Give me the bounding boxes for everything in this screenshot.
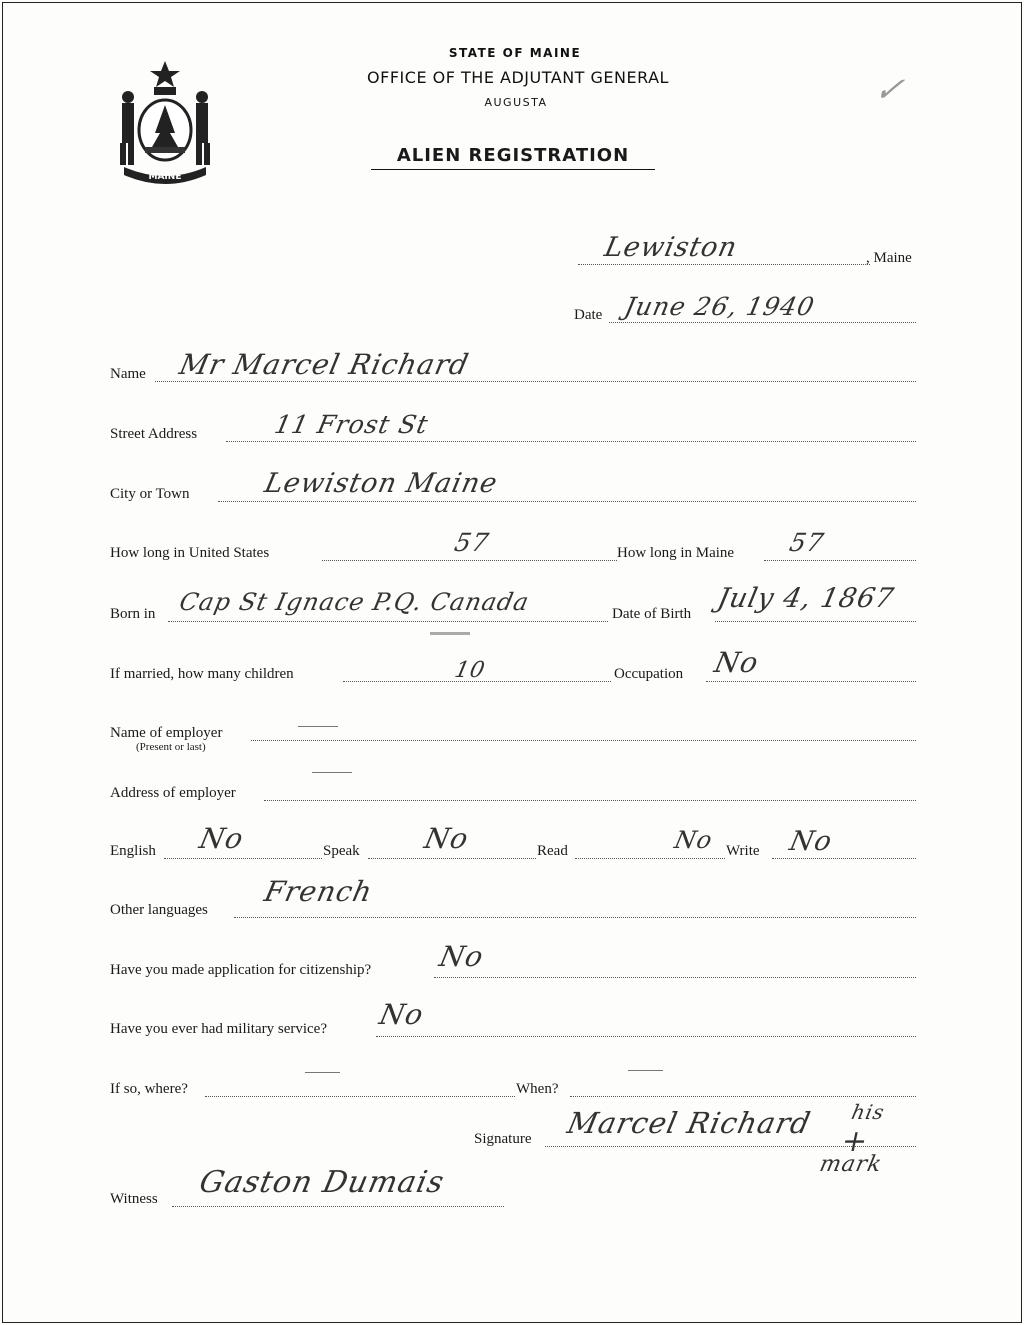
city-line [218, 501, 916, 502]
header-office: OFFICE OF THE ADJUTANT GENERAL [367, 68, 669, 87]
signature-value[interactable]: Marcel Richard [564, 1106, 815, 1140]
signature-label: Signature [474, 1131, 532, 1147]
citizenship-label: Have you made application for citizenship? [110, 962, 372, 978]
in-us-line [322, 560, 617, 561]
street-value[interactable]: 11 Frost St [271, 410, 432, 439]
when-dash [628, 1070, 663, 1071]
employer-dash [298, 726, 338, 727]
occupation-label: Occupation [614, 666, 684, 682]
witness-line [172, 1206, 504, 1207]
check-mark: ✓ [870, 70, 909, 110]
english-line [164, 858, 322, 859]
citizenship-line [434, 977, 916, 978]
header-state: STATE OF MAINE [448, 46, 582, 60]
children-value[interactable]: 10 [452, 658, 488, 683]
where-line [205, 1096, 515, 1097]
when-label: When? [516, 1081, 559, 1097]
date-value[interactable]: June 26, 1940 [621, 292, 818, 321]
employer-line [251, 740, 916, 741]
form-title: ALIEN REGISTRATION [371, 145, 655, 170]
where-dash [305, 1072, 340, 1073]
dob-line [715, 621, 916, 622]
employer-label: Name of employer [110, 725, 223, 741]
other-languages-value[interactable]: French [261, 875, 376, 908]
other-languages-label: Other languages [110, 902, 208, 918]
name-label: Name [110, 366, 146, 382]
citizenship-value[interactable]: No [436, 940, 487, 973]
write-label: Write [726, 843, 760, 859]
employer-address-line [264, 800, 916, 801]
in-us-label: How long in United States [110, 545, 270, 561]
read-label: Read [537, 843, 568, 859]
write-value[interactable]: No [786, 826, 836, 857]
military-value[interactable]: No [376, 998, 427, 1031]
occupation-line [706, 681, 916, 682]
employer-note: (Present or last) [136, 741, 206, 753]
witness-label: Witness [110, 1191, 158, 1207]
other-languages-line [234, 917, 916, 918]
state-suffix-label: , Maine [866, 250, 912, 266]
town-line [578, 264, 870, 265]
date-label: Date [574, 307, 603, 323]
english-value[interactable]: No [196, 822, 247, 855]
employer-address-dash [312, 772, 352, 773]
name-value[interactable]: Mr Marcel Richard [176, 348, 473, 381]
name-line [155, 381, 916, 382]
born-in-label: Born in [110, 606, 156, 622]
city-value[interactable]: Lewiston Maine [261, 468, 501, 499]
in-maine-line [764, 560, 916, 561]
in-maine-label: How long in Maine [617, 545, 735, 561]
occupation-value[interactable]: No [711, 646, 762, 679]
city-label: City or Town [110, 486, 190, 502]
dob-label: Date of Birth [612, 606, 692, 622]
signature-mark-word: mark [817, 1152, 885, 1177]
street-line [226, 441, 916, 442]
when-line [570, 1096, 916, 1097]
speak-value[interactable]: No [421, 822, 472, 855]
born-in-line [168, 621, 608, 622]
speak-label: Speak [323, 843, 360, 859]
header-city: AUGUSTA [484, 96, 548, 109]
write-line [772, 858, 916, 859]
read-line [575, 858, 725, 859]
in-maine-value[interactable]: 57 [786, 528, 827, 557]
military-line [376, 1036, 916, 1037]
date-line [609, 322, 916, 323]
children-label: If married, how many children [110, 666, 294, 682]
witness-value[interactable]: Gaston Dumais [196, 1165, 448, 1200]
in-us-value[interactable]: 57 [451, 528, 492, 557]
street-label: Street Address [110, 426, 198, 442]
pencil-stroke [430, 632, 470, 635]
speak-line [368, 858, 536, 859]
english-label: English [110, 843, 156, 859]
seal-banner-text: MAINE [148, 172, 182, 182]
dob-value[interactable]: July 4, 1867 [714, 583, 898, 614]
signature-mark-his: his [849, 1100, 888, 1124]
read-value[interactable]: No [672, 826, 716, 854]
where-label: If so, where? [110, 1081, 188, 1097]
employer-address-label: Address of employer [110, 785, 236, 801]
military-label: Have you ever had military service? [110, 1021, 327, 1037]
born-in-value[interactable]: Cap St Ignace P.Q. Canada [177, 588, 533, 616]
signature-mark-x: + [838, 1124, 872, 1159]
town-value[interactable]: Lewiston [601, 232, 741, 263]
